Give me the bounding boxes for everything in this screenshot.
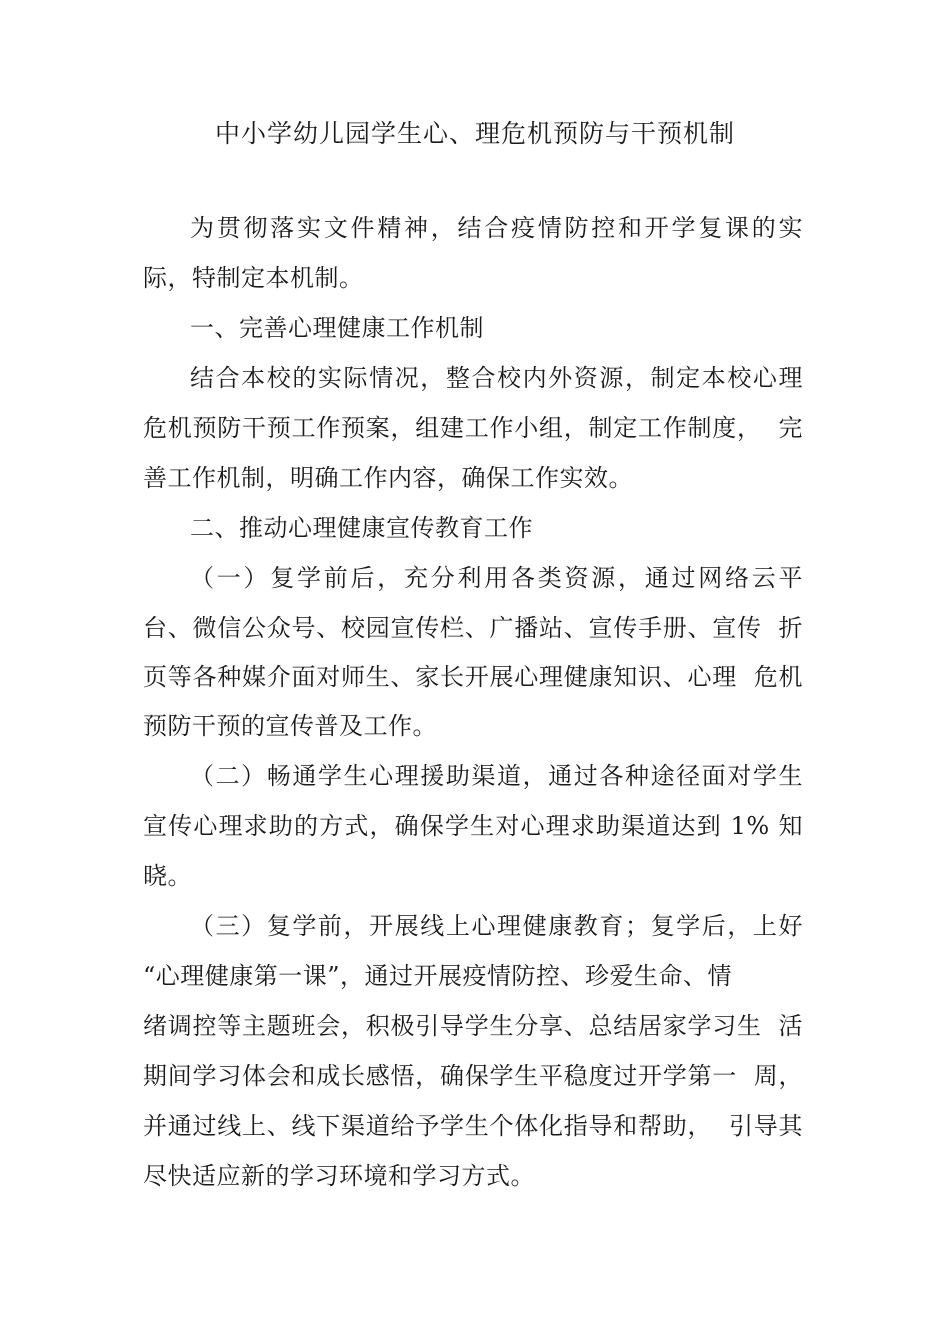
paragraph-line: 预防干预的宣传普及工作。 bbox=[143, 712, 437, 740]
paragraph-line: 危机预防干预工作预案，组建工作小组，制定工作制度， 完 bbox=[143, 414, 803, 442]
paragraph-line: 结合本校的实际情况，整合校内外资源，制定本校心理 bbox=[190, 364, 803, 392]
paragraph-line: 并通过线上、线下渠道给予学生个体化指导和帮助， 引导其 bbox=[143, 1112, 803, 1140]
paragraph-line: “心理健康第一课”，通过开展疫情防控、珍爱生命、情 bbox=[143, 962, 733, 990]
section-heading: 一、完善心理健康工作机制 bbox=[190, 314, 484, 342]
paragraph-line: （三）复学前，开展线上心理健康教育；复学后，上好 bbox=[190, 912, 803, 940]
paragraph-line: （二）畅通学生心理援助渠道，通过各种途径面对学生 bbox=[190, 762, 803, 790]
paragraph-line: 尽快适应新的学习环境和学习方式。 bbox=[143, 1162, 535, 1190]
paragraph-line: 台、微信公众号、校园宣传栏、广播站、宣传手册、宣传 折 bbox=[143, 614, 803, 642]
paragraph-line: 为贯彻落实文件精神，结合疫情防控和开学复课的实 bbox=[190, 214, 803, 242]
paragraph-line: 绪调控等主题班会，积极引导学生分享、总结居家学习生 活 bbox=[143, 1012, 803, 1040]
paragraph-line: 善工作机制，明确工作内容，确保工作实效。 bbox=[143, 464, 633, 492]
paragraph-line: 际，特制定本机制。 bbox=[143, 264, 364, 292]
document-title: 中小学幼儿园学生心、理危机预防与干预机制 bbox=[214, 119, 735, 148]
paragraph-line: 宣传心理求助的方式，确保学生对心理求助渠道达到 1% 知 bbox=[143, 812, 803, 840]
paragraph-line: 期间学习体会和成长感悟，确保学生平稳度过开学第一 周， bbox=[143, 1062, 803, 1090]
section-heading: 二、推动心理健康宣传教育工作 bbox=[190, 514, 533, 542]
paragraph-line: （一）复学前后，充分利用各类资源，通过网络云平 bbox=[190, 564, 803, 592]
paragraph-line: 页等各种媒介面对师生、家长开展心理健康知识、心理 危机 bbox=[143, 663, 803, 691]
paragraph-line: 晓。 bbox=[143, 862, 192, 890]
